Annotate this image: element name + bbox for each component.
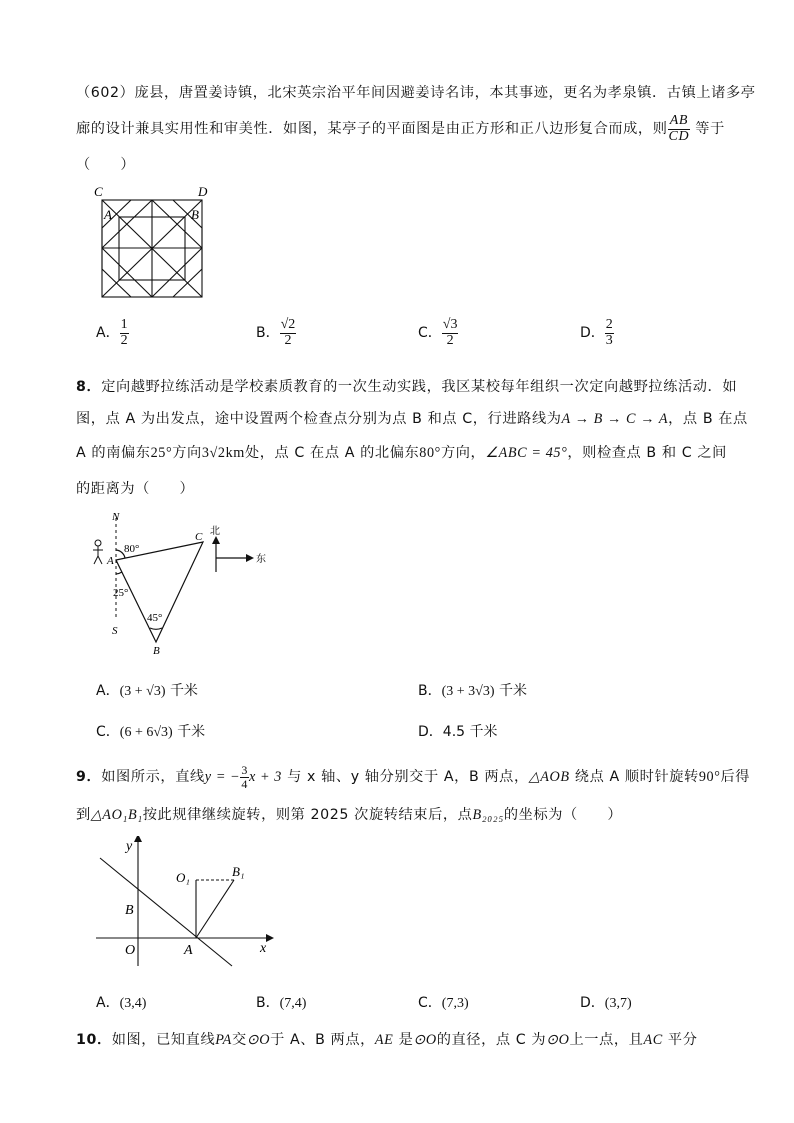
q8-label-45: 45° <box>147 612 163 624</box>
q7-option-a[interactable] <box>96 318 129 348</box>
q9-line-ab <box>100 858 232 966</box>
q7-option-b-frac <box>280 318 297 348</box>
q10-text-c: 于 A、B 两点， <box>270 1032 375 1048</box>
q7-frac-den: CD <box>668 128 690 144</box>
q9-option-a-value: (3,4) <box>119 996 147 1011</box>
q10-diameter-ae: AE <box>374 1032 394 1048</box>
q8-number: 8． <box>76 379 102 395</box>
q9-figure <box>90 836 280 972</box>
q7-label-d: D <box>198 184 208 199</box>
q8-line-3-b: 方向 <box>172 445 202 461</box>
q8-angle-25: 25° <box>150 445 173 461</box>
q9-option-c-value: (7,3) <box>441 996 469 1011</box>
q10-text-g: 平分 <box>667 1032 698 1048</box>
q10-text-e: 的直径，点 C 为 <box>436 1032 547 1048</box>
q8-option-d-label: D． <box>418 724 443 740</box>
q9-label-a: A <box>184 943 193 958</box>
q8-option-b-label: B． <box>418 683 442 699</box>
q9-line-2-c: 的坐标为（ ） <box>503 807 623 823</box>
q9-option-c-label: C． <box>418 995 442 1011</box>
q8-line-3-d: 方向， <box>440 445 486 461</box>
q8-option-a-label: A． <box>96 683 120 699</box>
q7-option-b-label: B． <box>256 325 280 342</box>
q7-option-b[interactable] <box>256 318 296 348</box>
q8-triangle <box>116 542 203 642</box>
q8-line-1-text: 定向越野拉练活动是学校素质教育的一次生动实践，我区某校每年组织一次定向越野拉练活动．如 <box>101 379 738 395</box>
q9-line-1-b: 与 x 轴、y 轴分别交于 A，B 两点， <box>287 769 529 786</box>
q9-label-o1: O₁ <box>176 870 190 885</box>
q9-eq-den: 4 <box>241 776 248 791</box>
q9-eq-frac <box>240 764 249 790</box>
q8-angle-80: 80° <box>419 445 441 461</box>
q7-option-c-num: √3 <box>442 317 458 332</box>
q9-line-2-b: 按此规律继续旋转，则第 2025 次旋转结束后，点 <box>142 807 473 823</box>
q9-label-b: B <box>125 903 134 918</box>
q9-eq-rhs: x + 3 <box>248 769 282 786</box>
q7-option-c-label: C． <box>418 325 442 342</box>
q8-east-arrow <box>246 554 254 562</box>
q9-segment-ab1 <box>196 880 234 938</box>
q8-label-80: 80° <box>124 543 140 555</box>
q8-label-north: 北 <box>210 526 220 537</box>
q8-option-a-expr: (3 + √3) <box>119 684 166 699</box>
q7-option-a-frac <box>120 318 129 348</box>
q9-label-b1: B₁ <box>232 864 245 879</box>
q9-label-x: x <box>260 941 267 956</box>
q8-figure <box>86 508 276 660</box>
q9-label-y: y <box>126 839 133 854</box>
q7-label-c: C <box>94 184 103 199</box>
q10-text-d: 是 <box>398 1032 414 1048</box>
q9-option-b-value: (7,4) <box>279 996 307 1011</box>
q7-option-c-frac <box>442 318 459 348</box>
q8-route: A → B → C → A <box>561 411 669 427</box>
q9-option-d-label: D． <box>580 995 605 1011</box>
q7-option-b-num: √2 <box>280 317 296 332</box>
q9-line-2 <box>76 804 622 824</box>
q10-circle-o-2: ⊙O <box>413 1032 437 1048</box>
q7-option-c-den: 2 <box>446 332 454 348</box>
q10-chord-ac: AC <box>643 1032 663 1048</box>
q8-north-arrow <box>212 536 220 544</box>
q8-option-b[interactable] <box>418 680 527 700</box>
q9-line-1-d: 后得 <box>720 769 751 786</box>
q8-line-2-end: ，点 B 在点 <box>668 411 748 427</box>
q7-option-d-den: 3 <box>605 332 613 348</box>
q9-triangle-ao1b1: △AO₁B₁ <box>90 807 143 823</box>
q8-label-east: 东 <box>256 554 266 565</box>
q9-line-1 <box>76 764 750 790</box>
q10-line-1 <box>76 1029 698 1049</box>
q7-option-d-label: D． <box>580 325 605 342</box>
q8-line-2 <box>76 408 748 428</box>
q7-option-d[interactable] <box>580 318 614 348</box>
q7-frac-num: AB <box>668 114 691 130</box>
q8-line-3-e: ，则检查点 B 和 C 之间 <box>567 445 727 461</box>
q8-angle-arc-25 <box>116 572 122 574</box>
q10-line-pa: PA <box>215 1032 232 1048</box>
q9-number: 9． <box>76 769 102 786</box>
q9-line-1-a: 如图所示，直线 <box>101 769 205 786</box>
q10-text-f: 上一点，且 <box>569 1032 644 1048</box>
q7-option-a-label: A． <box>96 325 120 342</box>
q8-line-2-text: 图，点 A 为出发点，途中设置两个检查点分别为点 B 和点 C，行进路线为 <box>76 411 562 427</box>
q8-person-icon <box>93 540 103 564</box>
q7-ratio-fraction <box>668 114 691 144</box>
q7-line-2-text: 廊的设计兼具实用性和审美性．如图，某亭子的平面图是由正方形和正八边形复合而成，则 <box>76 121 668 138</box>
q8-line-4: 的距离为（ ） <box>76 481 195 497</box>
q8-line-3-a: A 的南偏东 <box>76 445 151 461</box>
q7-line-2-end: 等于 <box>695 121 725 138</box>
q8-option-c-unit: 千米 <box>177 724 206 740</box>
q7-answer-paren: （ ） <box>76 157 136 173</box>
q9-line-1-c: 绕点 A 顺时针旋转 <box>574 769 699 786</box>
q8-line-1 <box>76 376 737 396</box>
q9-option-d[interactable] <box>580 992 632 1012</box>
q10-circle-o-1: ⊙O <box>246 1032 271 1048</box>
q9-x-arrow <box>266 934 274 942</box>
q9-line-2-a: 到 <box>76 807 91 823</box>
q8-option-c-label: C． <box>96 724 120 740</box>
q7-option-d-frac <box>605 318 614 348</box>
q8-label-s: S <box>112 625 118 637</box>
q8-option-c-expr: (6 + 6√3) <box>119 725 173 740</box>
q8-line-3 <box>76 442 727 462</box>
q8-option-d-expr: 4.5 千米 <box>442 724 498 740</box>
q8-label-25: 25° <box>113 587 129 599</box>
q7-line-2 <box>76 114 725 144</box>
q7-option-a-den: 2 <box>120 332 128 348</box>
q9-y-arrow <box>134 836 142 842</box>
q7-option-d-num: 2 <box>605 317 613 332</box>
q8-option-a-unit: 千米 <box>169 683 198 699</box>
q10-number: 10． <box>76 1032 112 1048</box>
q8-label-n: N <box>112 511 120 523</box>
q8-label-b: B <box>153 645 160 657</box>
q8-distance: 3√2km <box>201 445 245 461</box>
q9-option-c[interactable] <box>418 992 469 1012</box>
q9-option-b[interactable] <box>256 992 306 1012</box>
q9-label-o: O <box>125 943 136 958</box>
q10-text-a: 如图，已知直线 <box>111 1032 216 1048</box>
q7-label-b: B <box>191 207 199 222</box>
q7-line-1: （602）庞县，唐置姜诗镇，北宋英宗治平年间因避姜诗名讳，本其事迹，更名为孝泉镇．古镇上诸多亭 <box>76 85 756 101</box>
q9-option-a[interactable] <box>96 992 146 1012</box>
q9-eq-lhs: y = − <box>204 769 241 786</box>
q9-triangle-aob: △AOB <box>528 769 570 786</box>
q8-option-c[interactable] <box>96 721 205 741</box>
q9-point-b2025: B₂₀₂₅ <box>472 807 504 823</box>
q8-angle-arc-45 <box>150 628 162 629</box>
q7-option-c[interactable] <box>418 318 458 348</box>
q9-option-a-label: A． <box>96 995 120 1011</box>
q9-option-d-value: (3,7) <box>604 996 632 1011</box>
q8-option-a[interactable] <box>96 680 198 700</box>
q8-option-b-expr: (3 + 3√3) <box>441 684 495 699</box>
q8-angle-abc: ∠ABC = 45° <box>485 445 568 461</box>
q8-line-3-c: 处，点 C 在点 A 的北偏东 <box>244 445 420 461</box>
q9-angle-90: 90° <box>698 769 721 786</box>
q7-figure <box>90 180 220 305</box>
q9-option-b-label: B． <box>256 995 280 1011</box>
q8-label-a: A <box>107 555 114 567</box>
q8-label-c: C <box>195 531 203 543</box>
q8-option-d[interactable] <box>418 721 498 741</box>
q7-option-a-num: 1 <box>120 317 128 332</box>
q10-circle-o-3: ⊙O <box>546 1032 570 1048</box>
q10-text-b: 交 <box>231 1032 247 1048</box>
q7-label-a: A <box>104 207 112 222</box>
q9-eq-num: 3 <box>241 763 248 777</box>
q8-option-b-unit: 千米 <box>498 683 527 699</box>
q7-option-b-den: 2 <box>284 332 292 348</box>
